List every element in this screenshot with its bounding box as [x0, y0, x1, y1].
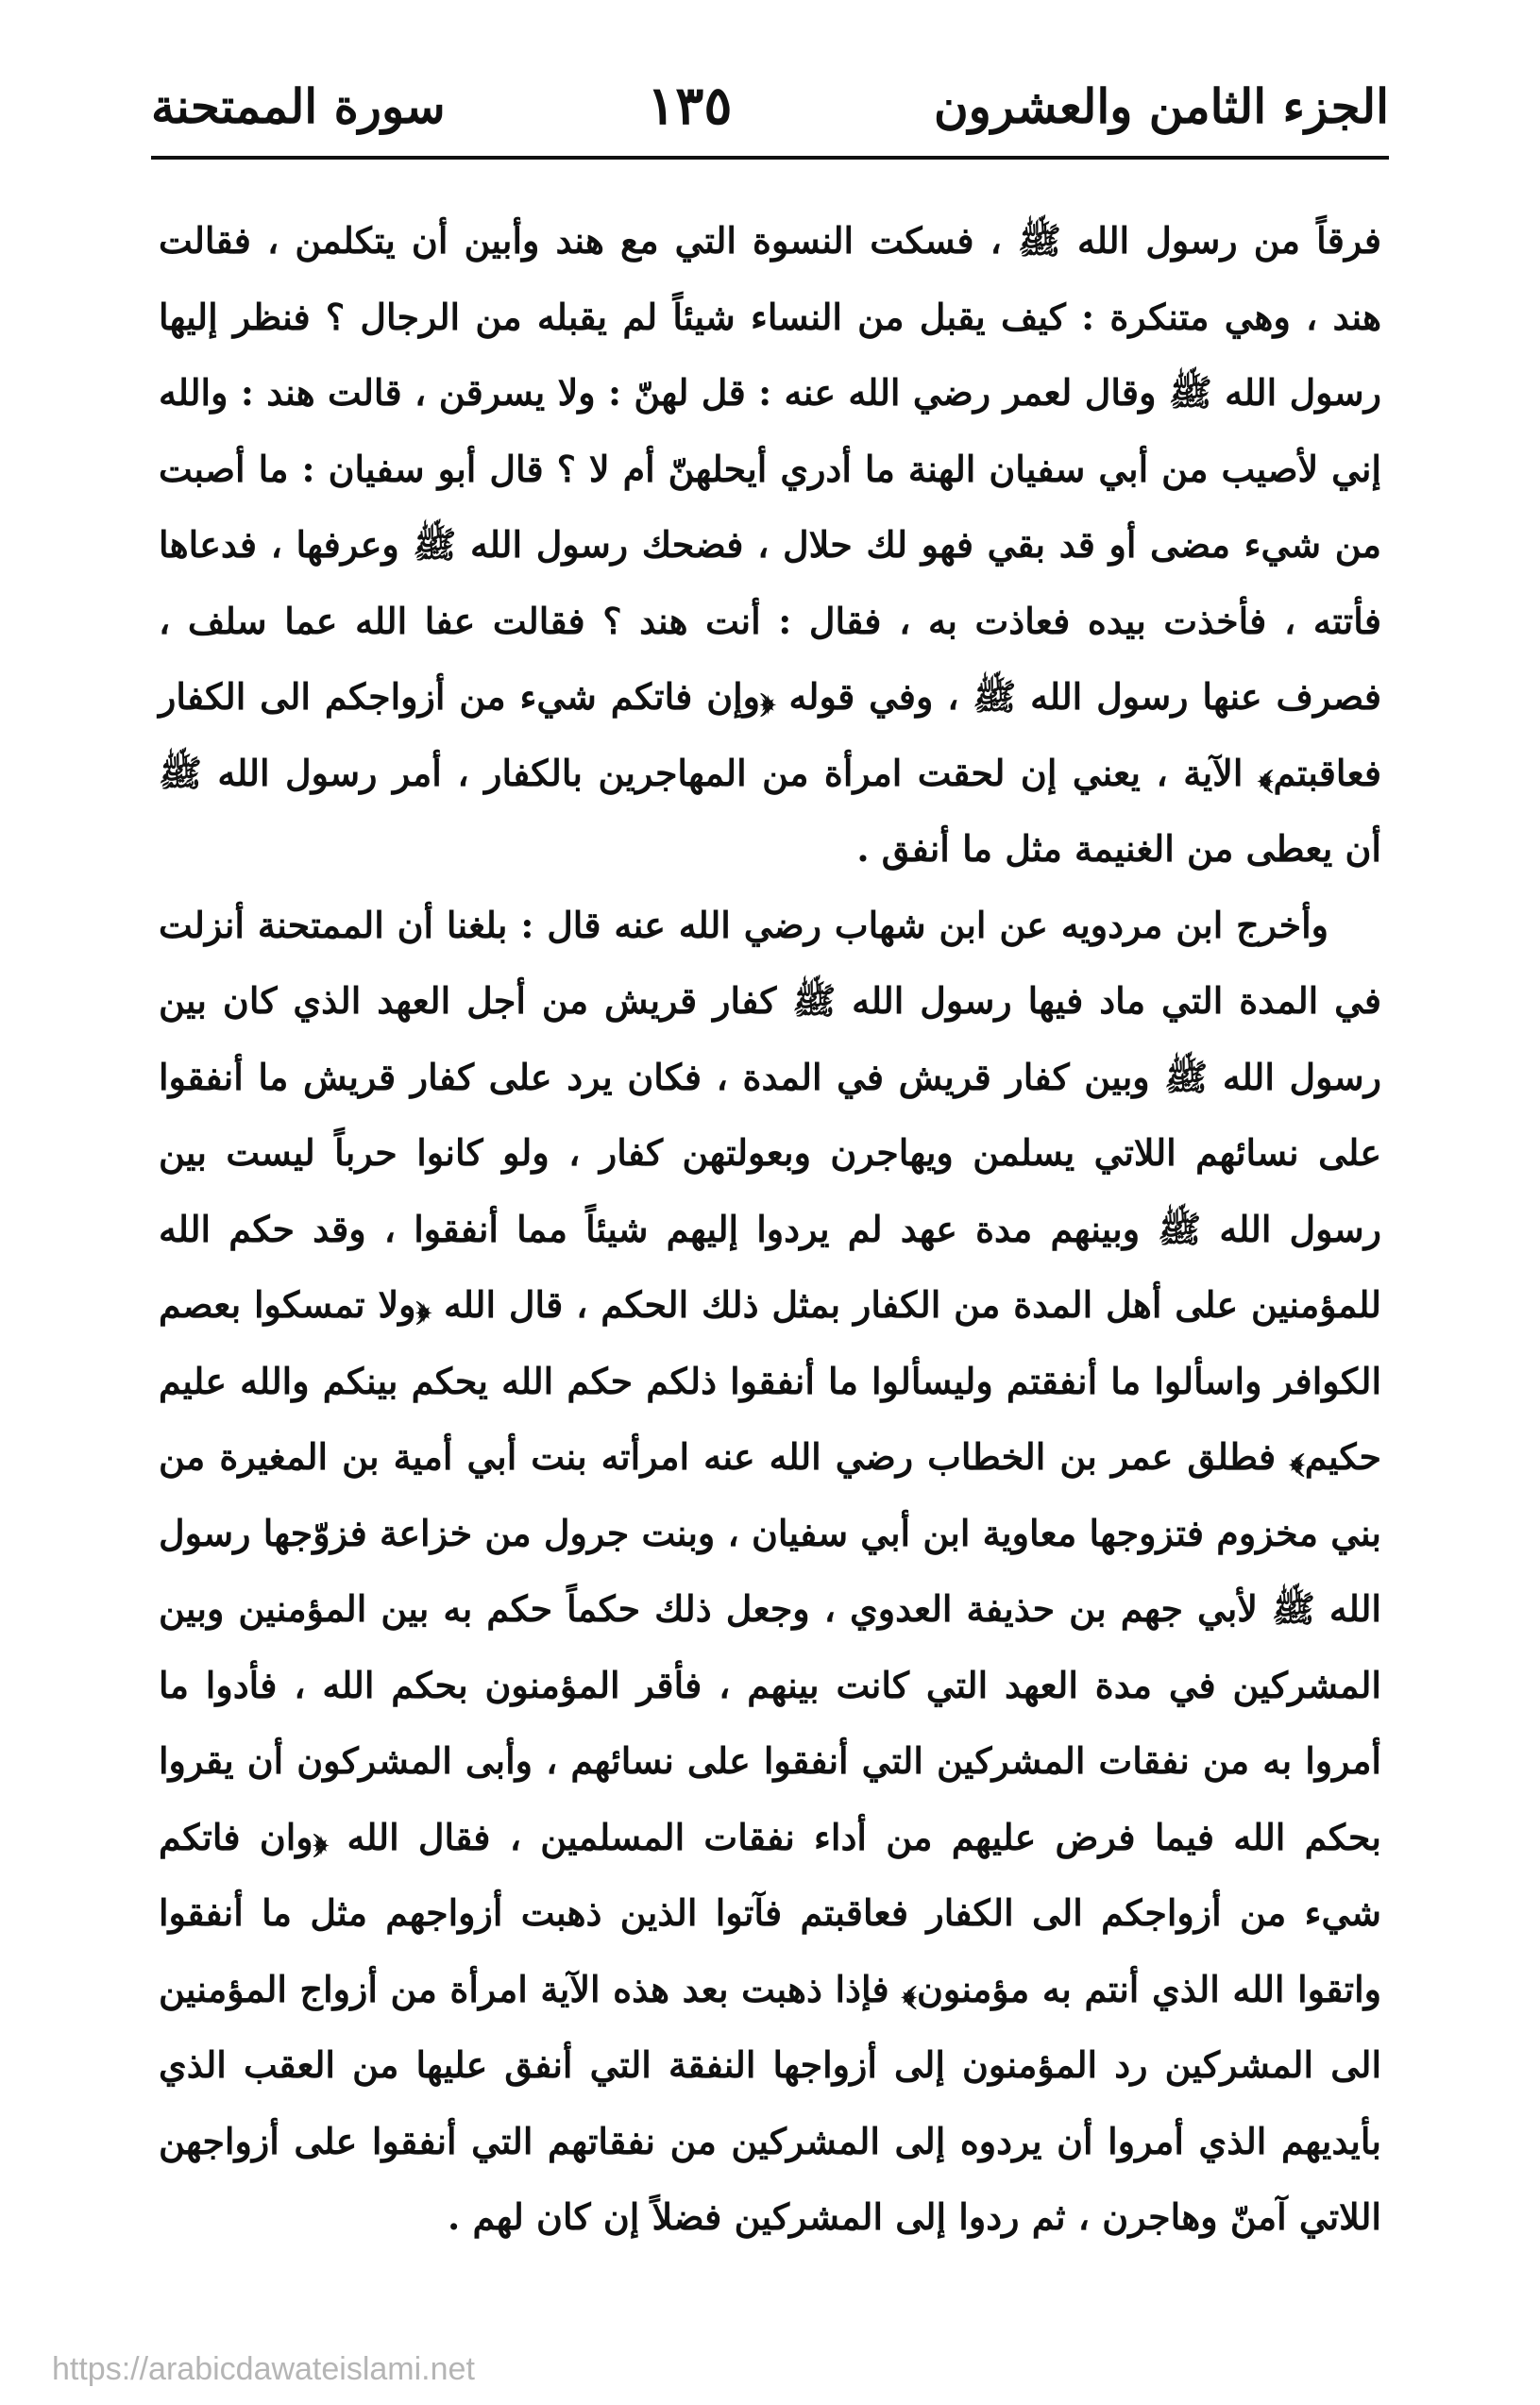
part-title: الجزء الثامن والعشرون: [933, 77, 1389, 134]
page-header: [151, 68, 1389, 144]
page-number: ١٣٥: [647, 75, 733, 137]
body-text: [159, 203, 1381, 2256]
paragraph: فرقاً من رسول الله ﷺ ، فسكت النسوة التي مع هند وأبين أن يتكلمن ، فقالت هند ، وهي متنكرة : كيف يقبل من النساء شيئاً لم يقبله من الرجال ؟ فنظر إليها رسول الله ﷺ وقال لعمر رضي الله عنه : قل لهنّ : ولا يسرقن ، قالت هند : والله إني لأصيب من أبي سفيان الهنة ما أدري أيحلهنّ أم لا ؟ قال أبو سفيان : ما أصبت من شيء مضى أو قد بقي فهو لك حلال ، فضحك رسول الله ﷺ وعرفها ، فدعاها فأتته ، فأخذت بيده فعاذت به ، فقال : أنت هند ؟ فقالت عفا الله عما سلف ، فصرف عنها رسول الله ﷺ ، وفي قوله ﴿وإن فاتكم شيء من أزواجكم الى الكفار فعاقبتم﴾ الآية ، يعني إن لحقت امرأة من المهاجرين بالكفار ، أمر رسول الله ﷺ أن يعطى من الغنيمة مثل ما أنفق .: [159, 219, 1381, 870]
header-divider: [151, 156, 1389, 160]
paragraph: وأخرج ابن مردويه عن ابن شهاب رضي الله عنه قال : بلغنا أن الممتحنة أنزلت في المدة التي ماد فيها رسول الله ﷺ كفار قريش من أجل العهد الذي كان بين رسول الله ﷺ وبين كفار قريش في المدة ، فكان يرد على كفار قريش ما أنفقوا على نسائهم اللاتي يسلمن ويهاجرن وبعولتهن كفار ، ولو كانوا حرباً ليست بين رسول الله ﷺ وبينهم مدة عهد لم يردوا إليهم شيئاً مما أنفقوا ، وقد حكم الله للمؤمنين على أهل المدة من الكفار بمثل ذلك الحكم ، قال الله ﴿ولا تمسكوا بعصم الكوافر واسألوا ما أنفقتم وليسألوا ما أنفقوا ذلكم حكم الله يحكم بينكم والله عليم حكيم﴾ فطلق عمر بن الخطاب رضي الله عنه امرأته بنت أبي أمية بن المغيرة من بني مخزوم فتزوجها معاوية ابن أبي سفيان ، وبنت جرول من خزاعة فزوّجها رسول الله ﷺ لأبي جهم بن حذيفة العدوي ، وجعل ذلك حكماً حكم به بين المؤمنين وبين المشركين في مدة العهد التي كانت بينهم ، فأقر المؤمنون بحكم الله ، فأدوا ما أمروا به من نفقات المشركين التي أنفقوا على نسائهم ، وأبى المشركون أن يقروا بحكم الله فيما فرض عليهم من أداء نفقات المسلمين ، فقال الله ﴿وان فاتكم شيء من أزواجكم الى الكفار فعاقبتم فآتوا الذين ذهبت أزواجهم مثل ما أنفقوا واتقوا الله الذي أنتم به مؤمنون﴾ فإذا ذهبت بعد هذه الآية امرأة من أزواج المؤمنين الى المشركين رد المؤمنون إلى أزواجها النفقة التي أنفق عليها من العقب الذي بأيديهم الذي أمروا أن يردوه إلى المشركين من نفقاتهم التي أنفقوا على أزواجهن اللاتي آمنّ وهاجرن ، ثم ردوا إلى المشركين فضلاً إن كان لهم .: [159, 903, 1381, 2238]
surah-title: سورة الممتحنة: [151, 77, 446, 134]
watermark-url: https://arabicdawateislami.net: [52, 2351, 475, 2387]
